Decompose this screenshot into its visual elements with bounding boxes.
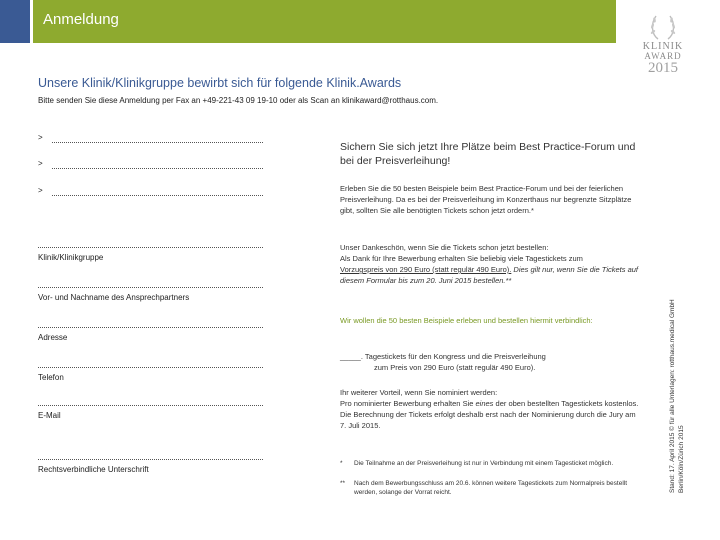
ticket-order-line-1: Tagestickets für den Kongress und die Preisverleihung [362,352,546,361]
arrow-marker: > [38,133,43,142]
price-note [340,264,640,286]
award-category-line-3[interactable] [52,195,263,196]
email-line[interactable] [38,405,263,406]
vertical-copyright-line-1: Stand: 17. April 2015 © für alle Unterlagen: rotthaus.medical GmbH [669,299,676,493]
phone-line[interactable] [38,367,263,368]
advantage-text-b: der oben bestellten Tagestickets kostenlos. Die Berechnung der Tickets erfolgt deshalb erst nach der Nominierung durch die Jury am 7. Juli 2015. [340,399,639,430]
ticket-order-line-2: zum Preis von 290 Euro (statt regulär 490 Euro). [374,363,536,372]
klinik-award-logo [638,12,688,92]
footnote-1 [340,459,640,468]
clinic-name-line[interactable] [38,247,263,248]
email-label: E-Mail [38,411,61,420]
promo-paragraph-2 [340,242,640,286]
promo-paragraph-3 [340,387,640,431]
arrow-marker: > [38,186,43,195]
advantage-text-a: Pro nominierter Bewerbung erhalten Sie [340,399,476,408]
ticket-order [340,351,640,373]
left-accent-bar [0,0,30,43]
order-intro: Wir wollen die 50 besten Beispiele erleben und bestellen hiermit verbindlich: [340,316,593,325]
preferred-price: Vorzugspreis von 290 Euro (statt regulär 490 Euro). [340,265,512,274]
header-bar [33,0,616,43]
fax-instruction: Bitte senden Sie diese Anmeldung per Fax an +49-221-43 09 19-10 oder als Scan an klinikaward@rotthaus.com. [38,96,439,105]
form-headline: Unsere Klinik/Klinikgruppe bewirbt sich für folgende Klinik.Awards [38,76,402,90]
contact-name-label: Vor- und Nachname des Ansprechpartners [38,293,190,302]
page-title: Anmeldung [43,11,119,28]
vertical-copyright [668,299,686,493]
footnote-text: Nach dem Bewerbungsschluss am 20.6. können weitere Tagestickets zum Normalpreis bestellt werden, solange der Vorrat reicht. [354,480,628,496]
contact-name-line[interactable] [38,287,263,288]
ticket-quantity-field[interactable]: _____. [340,352,363,361]
address-label: Adresse [38,333,68,342]
logo-year: 2015 [648,60,678,76]
phone-label: Telefon [38,373,64,382]
vertical-copyright-line-2: Berlin/Köln/Zürich 2015 [678,425,685,493]
award-category-line-1[interactable] [52,142,263,143]
address-line[interactable] [38,327,263,328]
footnote-2 [340,479,640,497]
advantage-body [340,398,640,431]
award-category-line-2[interactable] [52,168,263,169]
logo-text-klinik: KLINIK [642,41,684,52]
thanks-body: Als Dank für Ihre Bewerbung erhalten Sie beliebig viele Tagestickets zum [340,254,583,263]
signature-label: Rechtsverbindliche Unterschrift [38,465,149,474]
footnote-mark: * [340,460,343,467]
footnote-mark: ** [340,480,346,487]
thanks-line: Unser Dankeschön, wenn Sie die Tickets schon jetzt bestellen: [340,243,549,252]
deadline-note: Dies gilt nur, wenn Sie die Tickets auf diesem Formular bis zum 20. Juni 2015 bestellen.** [340,265,639,285]
clinic-name-label: Klinik/Klinikgruppe [38,253,104,262]
laurel-wreath-icon [648,12,678,42]
footnote-text: Die Teilnahme an der Preisverleihung ist nur in Verbindung mit einem Tagesticket möglich. [354,460,614,467]
logo-text-award: AWARD [644,51,682,61]
promo-title: Sichern Sie sich jetzt Ihre Plätze beim Best Practice-Forum und bei der Preisverleihung! [340,141,636,167]
advantage-emphasis: eines [475,399,494,408]
signature-line[interactable] [38,459,263,460]
advantage-title: Ihr weiterer Vorteil, wenn Sie nominiert werden: [340,388,498,397]
arrow-marker: > [38,159,43,168]
promo-paragraph-1: Erleben Sie die 50 besten Beispiele beim Best Practice-Forum und bei der feierlichen Preisverleihung. Da es bei der Preisverleihung im Konzerthaus nur begrenzte Sitzplätze gibt, sollten Sie alle benötigten Tickets schon jetzt ordern.* [340,184,632,215]
